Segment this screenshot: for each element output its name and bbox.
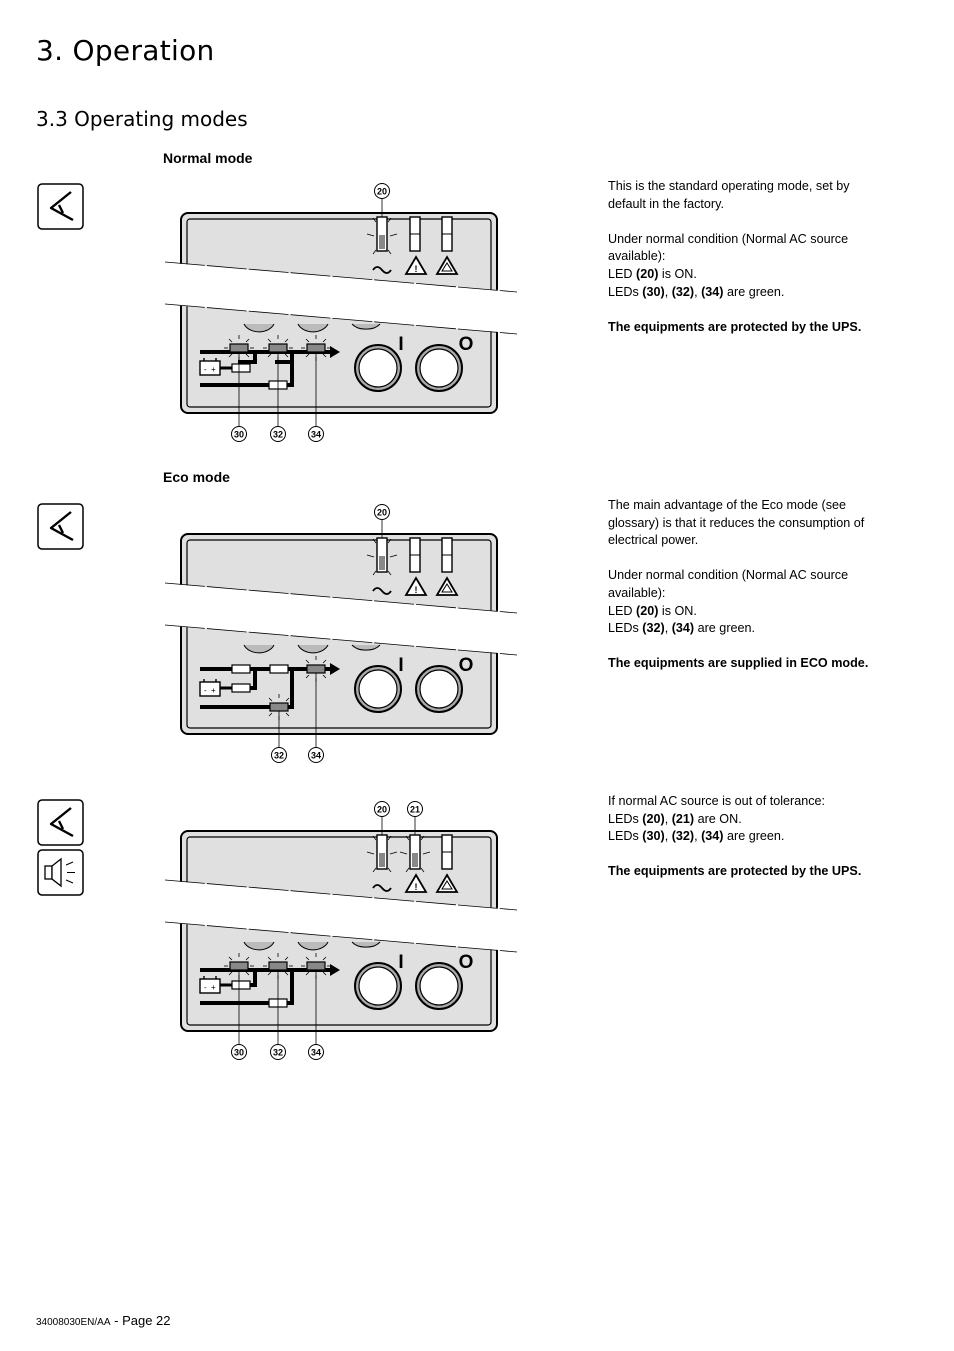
power-off-label: O xyxy=(458,334,474,355)
paragraph: Under normal condition (Normal AC source available): LED (20) is ON. LEDs (32), (34) are green. xyxy=(608,568,849,636)
svg-text:+: + xyxy=(211,983,216,992)
ups-panel-diagram-eco xyxy=(160,501,522,763)
callout-32: 32 xyxy=(272,429,284,440)
svg-text:+: + xyxy=(211,365,216,374)
power-off-label: O xyxy=(458,655,474,676)
ups-eye-icon xyxy=(37,799,84,846)
power-on-label: I xyxy=(398,952,404,973)
callout-32: 32 xyxy=(272,1047,284,1058)
paragraph-emphasis: The equipments are supplied in ECO mode. xyxy=(608,656,869,671)
page-number: - Page 22 xyxy=(110,1313,171,1328)
svg-text:-: - xyxy=(204,686,207,695)
section-title: 3. Operation xyxy=(36,34,215,67)
callout-32: 32 xyxy=(273,750,285,761)
callout-30: 30 xyxy=(233,429,245,440)
ups-panel-diagram-ac-out-of-tolerance xyxy=(160,798,522,1060)
mode-description-eco xyxy=(608,497,880,691)
callout-34: 34 xyxy=(310,750,322,761)
paragraph-emphasis: The equipments are protected by the UPS. xyxy=(608,864,862,879)
callout-21: 21 xyxy=(409,804,421,815)
paragraph-emphasis: The equipments are protected by the UPS. xyxy=(608,319,862,334)
power-on-label: I xyxy=(398,334,404,355)
mode-description-ac-out-of-tolerance xyxy=(608,793,880,899)
paragraph: Under normal condition (Normal AC source available): LED (20) is ON. LEDs (30), (32), (34) are green. xyxy=(608,231,849,299)
speaker-alarm-icon xyxy=(37,849,84,896)
power-on-label: I xyxy=(398,655,404,676)
ups-panel-diagram-normal xyxy=(160,180,522,442)
power-off-label: O xyxy=(458,952,474,973)
paragraph: The main advantage of the Eco mode (see glossary) is that it reduces the consumption of electrical power. xyxy=(608,498,865,548)
svg-text:!: ! xyxy=(414,264,418,274)
mode-title-normal: Normal mode xyxy=(163,150,253,166)
callout-30: 30 xyxy=(233,1047,245,1058)
svg-text:!: ! xyxy=(414,882,418,892)
callout-20: 20 xyxy=(376,507,388,518)
callout-20: 20 xyxy=(376,186,388,197)
page-footer xyxy=(36,1313,171,1328)
doc-code: 34008030EN/AA xyxy=(36,1317,111,1328)
callout-34: 34 xyxy=(310,429,322,440)
callout-34: 34 xyxy=(310,1047,322,1058)
subsection-title: 3.3 Operating modes xyxy=(36,107,248,131)
svg-text:+: + xyxy=(211,686,216,695)
svg-text:!: ! xyxy=(414,585,418,595)
svg-text:-: - xyxy=(204,365,207,374)
ups-eye-icon xyxy=(37,183,84,230)
svg-text:-: - xyxy=(204,983,207,992)
mode-title-eco: Eco mode xyxy=(163,469,230,485)
ups-eye-icon xyxy=(37,503,84,550)
paragraph: This is the standard operating mode, set by default in the factory. xyxy=(608,179,850,211)
paragraph: If normal AC source is out of tolerance: LEDs (20), (21) are ON. LEDs (30), (32), (34) are green. xyxy=(608,794,825,844)
callout-20: 20 xyxy=(376,804,388,815)
mode-description-normal xyxy=(608,178,880,354)
